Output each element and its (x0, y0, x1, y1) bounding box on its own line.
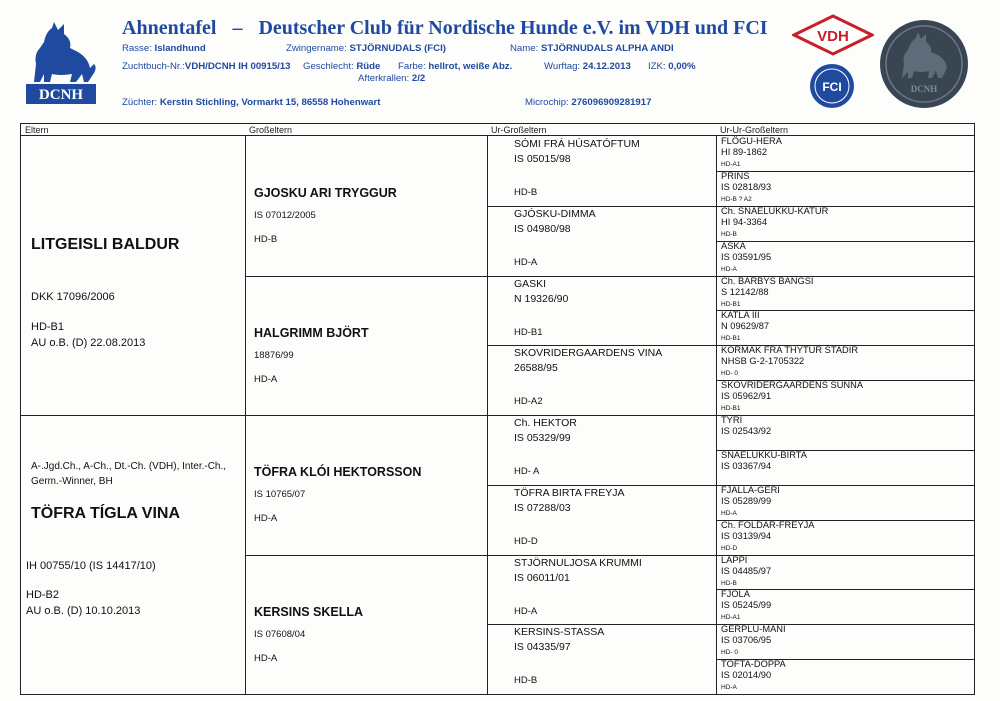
great-great-grandparent-registration: IS 03706/95 (721, 635, 772, 646)
great-great-grandparent-hd: HD-B1 (721, 300, 741, 308)
grandparent-name: TÖFRA KLÓI HEKTORSSON (254, 465, 422, 479)
great-great-grandparent-name: GERPLU-MANI (721, 624, 786, 635)
great-grandparent-cell (488, 136, 716, 206)
great-great-grandparent-hd: HD-A1 (721, 161, 741, 168)
great-great-grandparent-hd: HD-A (721, 684, 737, 692)
great-grandparent-hd: HD-A (514, 605, 538, 617)
great-grandparent-registration: IS 06011/01 (514, 571, 570, 584)
sire-registration: DKK 17096/2006 (31, 291, 115, 303)
great-great-grandparent-name: ASKA (721, 240, 746, 251)
grandparent-hd: HD-A (254, 652, 278, 664)
dam-registration: IH 00755/10 (IS 14417/10) (26, 560, 156, 572)
grandparent-hd: HD-A (254, 513, 278, 524)
great-great-grandparent-cell (717, 555, 974, 590)
great-great-grandparent-cell (717, 380, 974, 415)
great-grandparent-cell (488, 555, 716, 625)
grandparent-hd: HD-B (254, 234, 278, 245)
great-great-grandparent-hd: HD-B (721, 579, 737, 587)
dog-name-field: Name: STJÖRNUDALS ALPHA ANDI (510, 43, 674, 54)
great-grandparent-hd: HD-D (514, 535, 538, 547)
great-great-grandparent-registration: S 12142/88 (721, 286, 769, 297)
sire-au: AU o.B. (D) 22.08.2013 (31, 337, 146, 349)
great-great-grandparent-name: PRINS (721, 170, 750, 181)
microchip-field: Microchip: 276096909281917 (525, 97, 652, 108)
great-great-grandparent-cell (717, 485, 974, 520)
dam-hd: HD-B2 (26, 589, 60, 601)
great-great-grandparent-hd: HD-B ? A2 (721, 195, 752, 203)
column-header-eltern: Eltern (21, 124, 245, 136)
great-great-grandparent-name: Ch. BÁRBYS BANGSI (721, 275, 814, 286)
great-great-grandparent-hd: HD-D (721, 544, 738, 552)
grandparent-name: GJOSKU ARI TRYGGUR (254, 186, 397, 200)
zuechter-field: Züchter: Kerstin Stichling, Vormarkt 15, 86558 Hohenwart (122, 97, 381, 108)
great-grandparent-cell (488, 485, 716, 555)
great-great-grandparent-name: FLÖGU-HERA (721, 136, 782, 146)
great-grandparent-hd: HD-B (514, 675, 538, 687)
dcnh-logo (22, 18, 100, 106)
great-great-grandparent-name: LAPPI (721, 554, 748, 565)
grandparent-registration: IS 07012/2005 (254, 210, 316, 221)
great-great-grandparent-cell (717, 520, 974, 555)
dam-name: TÖFRA TÍGLA VINA (31, 505, 181, 522)
great-great-grandparent-cell (717, 276, 974, 311)
great-grandparent-cell (488, 276, 716, 346)
great-great-grandparent-cell (717, 206, 974, 241)
great-great-grandparent-registration: N 09629/87 (721, 321, 770, 332)
great-great-grandparent-cell (717, 171, 974, 206)
zwinger-field: Zwingername: STJÖRNUDALS (FCI) (286, 43, 446, 54)
grandparent-registration: IS 10765/07 (254, 489, 306, 500)
fci-logo (808, 62, 856, 110)
great-grandparent-cell (488, 206, 716, 276)
title-dash: – (232, 17, 243, 39)
great-grandparent-name: SÓMI FRÁ HÚSATÓFTUM (514, 138, 640, 150)
page-title (122, 17, 768, 40)
column-header-ur-ur-grosseltern: Ur-Ur-Großeltern (716, 124, 974, 136)
great-great-grandparent-cell (717, 136, 974, 171)
great-grandparent-hd: HD-B (514, 187, 538, 198)
great-great-grandparent-hd: HD-A1 (721, 614, 741, 622)
great-grandparent-registration: N 19326/90 (514, 292, 569, 305)
grandparent-registration: 18876/99 (254, 349, 294, 361)
svg-text:FCI: FCI (822, 80, 842, 94)
rasse-field: Rasse: Islandhund (122, 43, 206, 54)
great-great-grandparent-cell (717, 241, 974, 276)
svg-text:DCNH: DCNH (910, 84, 938, 94)
great-grandparent-hd: HD- A (514, 466, 540, 477)
grandparent-cell (246, 136, 487, 276)
great-grandparent-hd: HD-A (514, 256, 538, 268)
sire-name: LITGEISLI BALDUR (31, 236, 180, 253)
great-great-grandparent-registration: IS 03367/94 (721, 460, 772, 471)
great-grandparent-registration: IS 04980/98 (514, 222, 571, 235)
great-great-grandparent-hd: HD-A (721, 265, 737, 273)
great-great-grandparent-cell (717, 450, 974, 485)
afterkrallen-field: Afterkrallen: 2/2 (358, 73, 426, 84)
great-great-grandparent-registration: HI 94-3364 (721, 216, 767, 227)
great-great-grandparent-cell (717, 624, 974, 659)
great-great-grandparent-hd: HD-B1 (721, 335, 741, 343)
great-great-grandparent-registration: IS 03139/94 (721, 530, 772, 541)
great-grandparent-name: TÖFRA BIRTA FREYJA (514, 486, 625, 499)
zuchtbuch-field: Zuchtbuch-Nr.:VDH/DCNH IH 00915/13 (122, 61, 291, 72)
great-grandparent-name: KERSINS-STASSA (514, 626, 605, 639)
great-grandparent-cell (488, 624, 716, 694)
grandparent-name: KERSINS SKELLA (254, 604, 364, 619)
grandparent-cell (246, 415, 487, 555)
parent-sire (21, 136, 245, 415)
dam-titles: A-.Jgd.Ch., A-Ch., Dt.-Ch. (VDH), Inter.-Ch., Germ.-Winner, BH (31, 461, 227, 487)
great-grandparent-name: GASKI (514, 277, 547, 290)
great-great-grandparent-hd: HD- 0 (721, 649, 738, 657)
great-great-grandparent-cell (717, 415, 974, 450)
column-header-grosseltern: Großeltern (245, 124, 487, 136)
great-great-grandparent-registration: IS 04485/97 (721, 565, 772, 576)
great-grandparent-name: STJÖRNULJOSA KRUMMI (514, 556, 642, 569)
geschlecht-field: Geschlecht: Rüde (303, 61, 381, 72)
great-great-grandparent-name: KORMAK FRA THYTUR STADIR (721, 345, 859, 356)
great-grandparent-hd: HD-B1 (514, 326, 543, 338)
svg-text:DCNH: DCNH (38, 87, 84, 103)
great-great-grandparent-registration: IS 02014/90 (721, 670, 772, 681)
great-grandparent-registration: IS 07288/03 (514, 501, 571, 514)
great-grandparent-registration: 26588/95 (514, 362, 558, 375)
title-club: Deutscher Club für Nordische Hunde e.V. im VDH und FCI (258, 17, 768, 39)
great-great-grandparent-registration: IS 05245/99 (721, 600, 772, 611)
great-great-grandparent-registration: IS 03591/95 (721, 251, 772, 262)
great-great-grandparent-registration: IS 02818/93 (721, 181, 772, 192)
great-great-grandparent-name: TÖFTA-DOPPA (721, 659, 786, 670)
embossed-seal (868, 16, 980, 112)
great-great-grandparent-registration: IS 05962/91 (721, 391, 772, 402)
great-grandparent-registration: IS 05015/98 (514, 153, 571, 165)
great-great-grandparent-name: KATLA III (721, 310, 760, 321)
great-grandparent-name: Ch. HEKTOR (514, 417, 577, 429)
wurftag-field: Wurftag: 24.12.2013 (544, 61, 631, 72)
izk-field: IZK: 0,00% (648, 61, 696, 72)
title-ahnentafel: Ahnentafel (122, 17, 217, 39)
great-grandparent-cell (488, 345, 716, 415)
svg-text:VDH: VDH (817, 28, 849, 45)
great-great-grandparent-registration: IS 02543/92 (721, 426, 772, 436)
great-great-grandparent-cell (717, 310, 974, 345)
vdh-logo (792, 14, 874, 56)
sire-hd: HD-B1 (31, 321, 65, 333)
pedigree-table (20, 123, 975, 695)
great-great-grandparent-registration: HI 89-1862 (721, 147, 767, 157)
great-grandparent-registration: IS 05329/99 (514, 432, 571, 444)
column-header-ur-grosseltern: Ur-Großeltern (487, 124, 716, 136)
great-great-grandparent-registration: IS 05289/99 (721, 495, 772, 506)
great-great-grandparent-hd: HD- 0 (721, 370, 738, 378)
great-grandparent-hd: HD-A2 (514, 396, 543, 408)
great-great-grandparent-hd: HD-B1 (721, 405, 741, 413)
great-great-grandparent-cell (717, 345, 974, 380)
dam-au: AU o.B. (D) 10.10.2013 (26, 605, 141, 617)
great-grandparent-name: SKOVRIDERGAARDENS VINA (514, 347, 663, 360)
great-great-grandparent-registration: NHSB G-2-1705322 (721, 356, 805, 367)
great-great-grandparent-hd: HD-A (721, 509, 737, 517)
grandparent-cell (246, 276, 487, 416)
great-great-grandparent-name: SKOVRIDERGAARDENS SUNNA (721, 380, 864, 391)
great-great-grandparent-name: Ch. SNAELUKKU-KATUR (721, 205, 829, 216)
great-great-grandparent-name: FJOLA (721, 589, 750, 600)
great-great-grandparent-hd: HD-B (721, 230, 737, 238)
great-great-grandparent-name: TÝRI (721, 415, 743, 425)
grandparent-hd: HD-A (254, 373, 278, 385)
great-great-grandparent-name: Ch. FOLDAR-FREYJA (721, 519, 815, 530)
farbe-field: Farbe: hellrot, weiße Abz. (398, 61, 513, 72)
parent-dam (21, 415, 245, 694)
grandparent-registration: IS 07608/04 (254, 628, 306, 640)
grandparent-name: HALGRIMM BJÖRT (254, 325, 369, 340)
great-great-grandparent-cell (717, 659, 974, 694)
great-grandparent-cell (488, 415, 716, 485)
great-great-grandparent-name: FJALLA-GERI (721, 484, 780, 495)
great-great-grandparent-name: SNAELUKKU-BIRTA (721, 449, 807, 460)
great-grandparent-name: GJÓSKU-DIMMA (514, 207, 596, 220)
great-great-grandparent-cell (717, 589, 974, 624)
great-grandparent-registration: IS 04335/97 (514, 641, 571, 654)
grandparent-cell (246, 555, 487, 695)
